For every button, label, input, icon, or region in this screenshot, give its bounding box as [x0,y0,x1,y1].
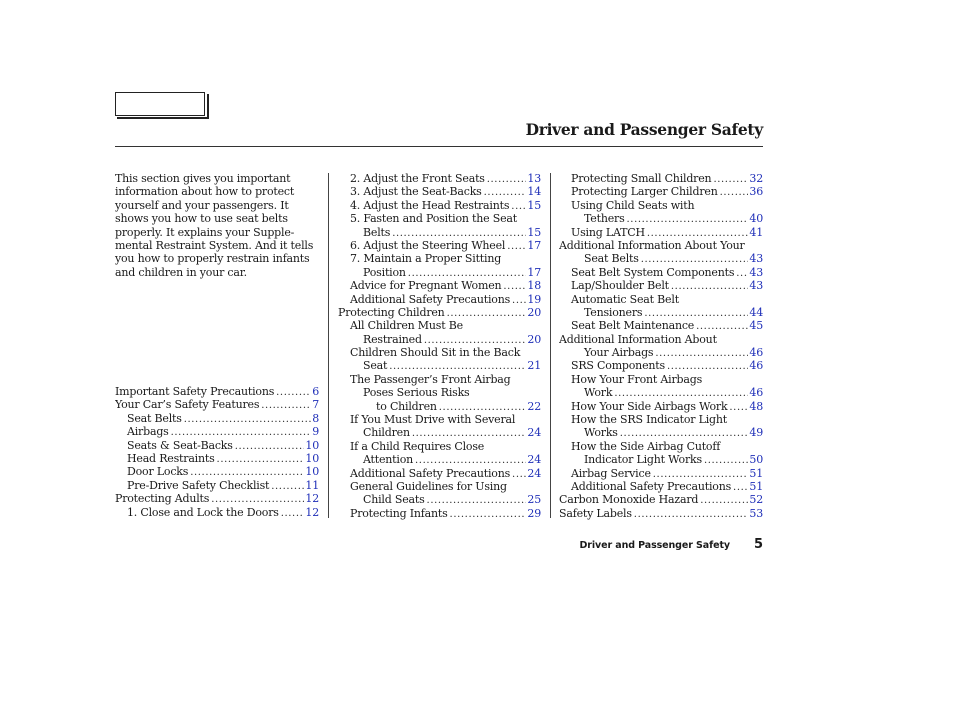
toc-entry[interactable] [559,172,763,185]
toc-entry [338,413,541,426]
toc-column-1 [115,385,319,519]
toc-page-link[interactable]: 49 [749,426,763,440]
toc-page-link[interactable]: 48 [749,399,763,413]
toc-entry-title: Indicator Light Works [584,453,702,467]
toc-page-link[interactable]: 46 [749,359,763,373]
dot-leader [390,227,526,239]
toc-entry[interactable] [559,306,763,319]
dot-leader [482,186,527,198]
toc-entry[interactable] [559,467,763,480]
toc-entry[interactable] [559,252,763,265]
toc-entry-title: General Guidelines for Using [350,479,507,493]
toc-entry-title: Attention [363,453,414,467]
toc-page-link[interactable]: 22 [527,399,541,413]
toc-entry-title: Using Child Seats with [571,198,695,212]
toc-entry[interactable] [338,306,541,319]
toc-page-link[interactable]: 41 [749,225,763,239]
toc-entry[interactable] [559,359,763,372]
toc-page-link[interactable]: 18 [527,279,541,293]
footer-section-label: Driver and Passenger Safety [579,540,730,551]
toc-entry-title: Additional Information About [559,332,717,346]
toc-page-link[interactable]: 50 [749,453,763,467]
toc-entry-title: 7. Maintain a Proper Sitting [350,252,502,266]
toc-page-link[interactable]: 17 [527,238,541,252]
toc-page-link[interactable]: 7 [312,398,319,412]
toc-entry-title: Child Seats [363,493,425,507]
toc-entry[interactable] [559,185,763,198]
dot-leader [209,493,304,505]
toc-entry[interactable] [338,426,541,439]
toc-entry [559,293,763,306]
toc-page-link[interactable]: 17 [527,265,541,279]
toc-entry-title: 2. Adjust the Front Seats [350,172,485,185]
toc-page-link[interactable]: 10 [305,451,319,465]
toc-entry[interactable] [559,400,763,413]
dot-leader [269,480,304,492]
dot-leader [632,508,749,520]
toc-entry[interactable] [559,480,763,493]
toc-page-link[interactable]: 43 [749,252,763,266]
toc-entry-title: 3. Adjust the Seat-Backs [350,185,482,199]
dot-leader [645,227,749,239]
toc-entry-title: Protecting Children [338,305,445,319]
toc-entry[interactable] [559,507,763,520]
toc-entry-title: Seat Belt System Components [571,265,735,279]
toc-entry[interactable] [115,398,319,411]
column-divider-1 [328,173,329,518]
toc-entry-title: Restrained [363,332,422,346]
toc-entry[interactable] [559,493,763,506]
toc-entry-title: Carbon Monoxide Hazard [559,493,699,507]
toc-column-2 [338,172,541,520]
dot-leader [727,401,748,413]
toc-entry[interactable] [338,185,541,198]
toc-entry-title: 6. Adjust the Steering Wheel [350,238,506,252]
toc-entry-title: Poses Serious Risks [363,386,470,400]
dot-leader [711,173,748,185]
toc-entry-title: Seats & Seat-Backs [127,438,233,452]
toc-page-link[interactable]: 24 [527,466,541,480]
dot-leader [612,387,748,399]
title-rule [115,146,763,147]
dot-leader [169,426,312,438]
toc-entry-title: Works [584,426,618,440]
toc-entry [559,333,763,346]
dot-leader [425,494,527,506]
toc-entry-title: All Children Must Be [350,319,463,333]
dot-leader [387,360,526,372]
toc-entry-title: Protecting Small Children [571,172,712,185]
toc-entry[interactable] [115,425,319,438]
toc-page-link[interactable]: 12 [305,492,319,506]
toc-entry-title: How Your Front Airbags [571,372,703,386]
toc-page-link[interactable]: 51 [749,479,763,493]
toc-entry[interactable] [338,293,541,306]
toc-entry[interactable] [115,506,319,519]
toc-entry-title: Your Airbags [584,346,654,360]
toc-entry-title: Belts [363,225,391,239]
dot-leader [510,468,526,480]
toc-entry[interactable] [559,386,763,399]
dot-leader [653,347,748,359]
toc-entry-title: Position [363,265,406,279]
toc-page-link[interactable]: 10 [305,465,319,479]
toc-entry-title: Important Safety Precautions [115,385,275,398]
toc-entry-title: Tethers [584,212,625,226]
toc-entry-title: Seat Belts [584,252,639,266]
toc-entry-title: 5. Fasten and Position the Seat [350,212,517,226]
toc-column-3 [559,172,763,520]
toc-entry-title: Using LATCH [571,225,645,239]
dot-leader [406,267,527,279]
toc-entry[interactable] [338,453,541,466]
toc-entry[interactable] [338,172,541,185]
toc-entry-title: Airbags [127,425,169,439]
toc-entry-title: Tensioners [584,305,643,319]
dot-leader [448,508,527,520]
toc-entry[interactable] [115,439,319,452]
dot-leader [509,200,526,212]
toc-entry-title: Seat Belts [127,411,182,425]
dot-leader [182,413,311,425]
toc-entry-title: Seat [363,359,388,373]
toc-entry[interactable] [115,452,319,465]
toc-page-link[interactable]: 24 [527,453,541,467]
toc-page-link[interactable]: 36 [749,185,763,199]
toc-page-link[interactable]: 6 [312,385,319,398]
toc-entry-title: to Children [376,399,437,413]
toc-page-link[interactable]: 11 [305,478,319,492]
toc-entry-title: How the Side Airbag Cutoff [571,439,721,453]
toc-entry[interactable] [338,467,541,480]
toc-entry[interactable] [559,226,763,239]
toc-entry-title: 1. Close and Lock the Doors [127,505,279,519]
footer-page-number: 5 [754,537,764,552]
toc-entry-title: Children [363,426,410,440]
toc-entry [559,199,763,212]
toc-entry-title: Pre-Drive Safety Checklist [127,478,270,492]
dot-leader [694,320,748,332]
dot-leader [259,399,311,411]
toc-entry [338,212,541,225]
dot-leader [274,386,311,398]
toc-page-link[interactable]: 20 [527,332,541,346]
toc-entry-title: Additional Safety Precautions [350,292,511,306]
toc-entry-title: Additional Information About Your [559,238,745,252]
toc-entry[interactable] [559,279,763,292]
dot-leader [702,454,748,466]
toc-entry-title: Advice for Pregnant Women [350,279,502,293]
toc-entry[interactable] [338,400,541,413]
toc-entry-title: Safety Labels [559,506,632,520]
dot-leader [698,494,748,506]
toc-entry[interactable] [559,212,763,225]
page-title: Driver and Passenger Safety [525,120,763,139]
dot-leader [215,453,305,465]
dot-leader [437,401,527,413]
toc-entry [338,252,541,265]
toc-page-link[interactable]: 29 [527,506,541,520]
toc-entry-title: Automatic Seat Belt [571,292,679,306]
dot-leader [485,173,527,185]
toc-entry [338,440,541,453]
toc-entry[interactable] [115,465,319,478]
toc-entry[interactable] [559,266,763,279]
toc-entry-title: Your Car’s Safety Features [115,398,260,412]
toc-page-link[interactable]: 53 [749,506,763,520]
section-tab-box [115,92,205,116]
dot-leader [233,440,305,452]
toc-entry-title: Head Restraints [127,451,215,465]
toc-page-link[interactable]: 21 [527,359,541,373]
toc-page-link[interactable]: 43 [749,265,763,279]
toc-entry [338,346,541,359]
toc-entry[interactable] [115,479,319,492]
dot-leader [279,507,305,519]
toc-entry[interactable] [338,279,541,292]
dot-leader [410,427,527,439]
dot-leader [413,454,526,466]
toc-page-link[interactable]: 25 [527,493,541,507]
toc-entry[interactable] [559,453,763,466]
toc-entry-title: 4. Adjust the Head Restraints [350,198,510,212]
toc-entry[interactable] [338,493,541,506]
toc-page-link[interactable]: 43 [749,279,763,293]
dot-leader [731,481,748,493]
dot-leader [445,307,527,319]
toc-entry-title: Lap/Shoulder Belt [571,279,669,293]
toc-entry[interactable] [115,492,319,505]
toc-page-link[interactable]: 19 [527,292,541,306]
toc-page-link[interactable]: 51 [749,466,763,480]
intro-paragraph: This section gives you important information about how to protect yourself and your passengers. It shows you how to use seat belts properly. It explains your Supple-mental Restraint System. And it tells you how to properly restrain infants and children in your car. [115,172,314,279]
toc-page-link[interactable]: 20 [527,305,541,319]
toc-entry-title: Additional Safety Precautions [571,479,732,493]
toc-entry-title: If a Child Requires Close [350,439,485,453]
toc-entry-title: SRS Components [571,359,665,373]
toc-entry[interactable] [559,426,763,439]
toc-page-link[interactable]: 13 [527,172,541,185]
dot-leader [625,213,749,225]
toc-entry[interactable] [338,507,541,520]
toc-entry-title: If You Must Drive with Several [350,413,516,427]
toc-page-link[interactable]: 52 [749,493,763,507]
toc-entry [559,239,763,252]
toc-entry-title: How the SRS Indicator Light [571,413,727,427]
dot-leader [651,468,749,480]
toc-page-link[interactable]: 44 [749,305,763,319]
toc-page-link[interactable]: 45 [749,319,763,333]
toc-page-link[interactable]: 46 [749,346,763,360]
toc-entry-title: The Passenger’s Front Airbag [350,372,511,386]
toc-page-link[interactable]: 9 [312,425,319,439]
toc-entry-title: Children Should Sit in the Back [350,346,521,360]
dot-leader [642,307,748,319]
toc-entry-title: Airbag Service [571,466,651,480]
toc-entry-title: Additional Safety Precautions [350,466,511,480]
dot-leader [618,427,749,439]
toc-entry [559,373,763,386]
toc-entry-title: Protecting Adults [115,492,210,506]
toc-entry[interactable] [115,412,319,425]
toc-entry [338,373,541,386]
toc-page-link[interactable]: 40 [749,212,763,226]
toc-entry-title: Work [584,386,613,400]
toc-page-link[interactable]: 32 [749,172,763,185]
toc-entry-title: Protecting Infants [350,506,448,520]
toc-entry[interactable] [338,239,541,252]
toc-entry-title: How Your Side Airbags Work [571,399,728,413]
dot-leader [669,280,748,292]
dot-leader [718,186,749,198]
dot-leader [422,334,527,346]
toc-entry[interactable] [559,319,763,332]
toc-entry[interactable] [338,199,541,212]
toc-entry[interactable] [559,346,763,359]
toc-page-link[interactable]: 14 [527,185,541,199]
toc-page-link[interactable]: 15 [527,225,541,239]
dot-leader [505,240,526,252]
column-divider-2 [550,173,551,518]
toc-entry[interactable] [115,385,319,398]
dot-leader [510,294,526,306]
dot-leader [734,267,748,279]
dot-leader [501,280,526,292]
toc-entry [559,440,763,453]
toc-entry[interactable] [338,359,541,372]
toc-entry [338,319,541,332]
toc-page-link[interactable]: 15 [527,198,541,212]
dot-leader [188,466,304,478]
toc-entry [338,386,541,399]
toc-entry[interactable] [338,333,541,346]
toc-entry-title: Protecting Larger Children [571,185,718,199]
toc-page-link[interactable]: 10 [305,438,319,452]
toc-entry [559,413,763,426]
toc-entry [338,480,541,493]
toc-page-link[interactable]: 12 [305,505,319,519]
toc-page-link[interactable]: 8 [312,411,319,425]
toc-entry-title: Seat Belt Maintenance [571,319,695,333]
toc-entry[interactable] [338,226,541,239]
dot-leader [639,253,749,265]
toc-entry-title: Door Locks [127,465,189,479]
toc-entry[interactable] [338,266,541,279]
dot-leader [665,360,748,372]
toc-page-link[interactable]: 24 [527,426,541,440]
toc-page-link[interactable]: 46 [749,386,763,400]
